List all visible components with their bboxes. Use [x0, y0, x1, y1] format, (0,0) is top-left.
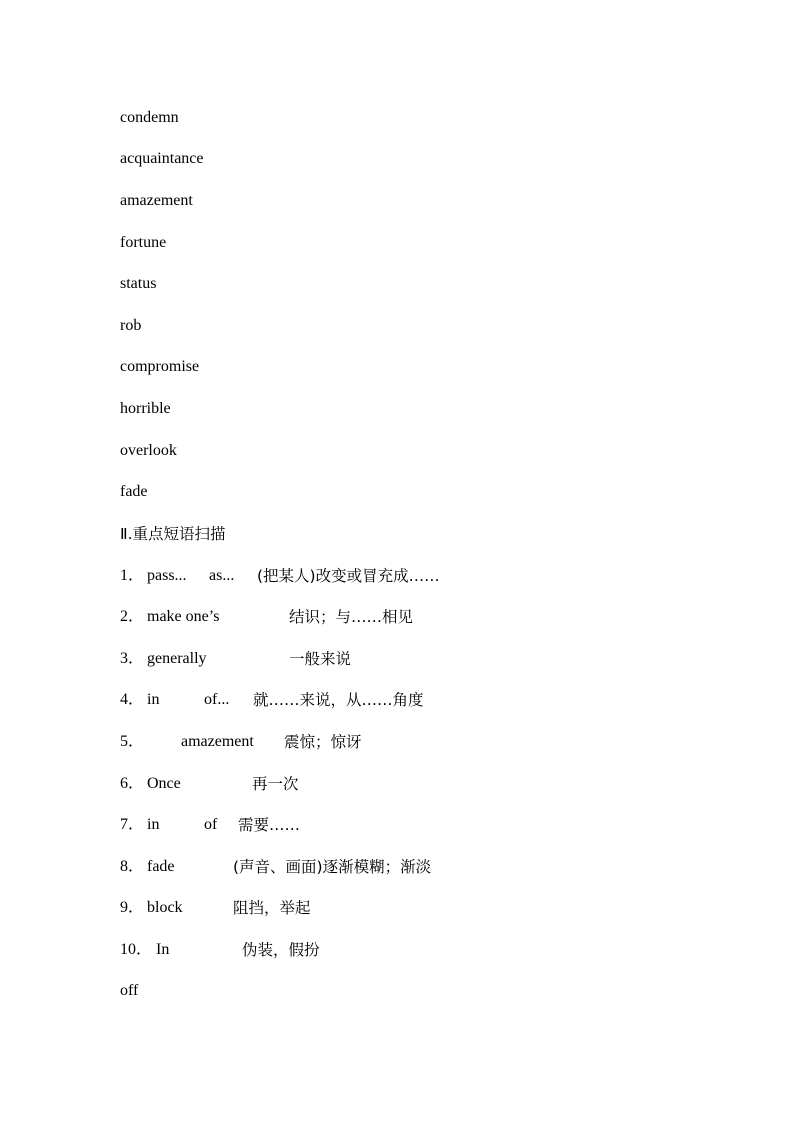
word-item: off: [120, 982, 139, 999]
word-item: condemn: [120, 109, 179, 126]
phrase-row: [120, 606, 414, 628]
phrase-row: [120, 939, 320, 961]
phrase-english: as...: [209, 567, 235, 584]
section-title: Ⅱ.重点短语扫描: [120, 525, 226, 543]
phrase-english: Once: [147, 775, 181, 792]
word-item: acquaintance: [120, 150, 204, 167]
phrase-row: [120, 689, 424, 711]
phrase-number: 10．: [120, 941, 153, 958]
word-item: fortune: [120, 234, 167, 251]
phrase-row: [120, 897, 311, 919]
phrase-number: 4．: [120, 691, 145, 708]
phrase-english: In: [156, 941, 170, 958]
phrase-meaning: 一般来说: [289, 650, 352, 668]
phrase-number: 9．: [120, 899, 145, 916]
phrase-row: [120, 814, 301, 836]
phrase-row: [120, 648, 352, 670]
phrase-english: in: [147, 816, 160, 833]
phrase-number: 5．: [120, 733, 145, 750]
phrase-meaning: (把某人)改变或冒充成……: [257, 567, 440, 585]
phrase-english: in: [147, 691, 160, 708]
word-item: horrible: [120, 400, 171, 417]
phrase-english: block: [147, 899, 183, 916]
phrase-number: 3．: [120, 650, 145, 667]
phrase-english: make one’s: [147, 608, 220, 625]
phrase-number: 2．: [120, 608, 145, 625]
phrase-english: pass...: [147, 567, 187, 584]
phrase-english: generally: [147, 650, 207, 667]
phrase-number: 6．: [120, 775, 145, 792]
phrase-meaning: (声音、画面)逐渐模糊；渐淡: [233, 858, 432, 876]
phrase-row: [120, 773, 299, 795]
word-item: fade: [120, 483, 148, 500]
phrase-english: fade: [147, 858, 175, 875]
phrase-english: of...: [204, 691, 230, 708]
word-item: status: [120, 275, 157, 292]
phrase-meaning: 阻挡，举起: [233, 899, 311, 917]
phrase-meaning: 震惊；惊讶: [284, 733, 362, 751]
word-item: overlook: [120, 442, 177, 459]
phrase-meaning: 再一次: [252, 775, 299, 793]
phrase-english: of: [204, 816, 218, 833]
phrase-english: amazement: [181, 733, 254, 750]
phrase-row: [120, 731, 362, 753]
word-item: compromise: [120, 358, 200, 375]
phrase-meaning: 结识；与……相见: [289, 608, 414, 626]
phrase-number: 8．: [120, 858, 145, 875]
phrase-number: 7．: [120, 816, 145, 833]
phrase-row: [120, 565, 440, 587]
phrase-number: 1．: [120, 567, 145, 584]
phrase-row: [120, 856, 432, 878]
word-item: rob: [120, 317, 142, 334]
word-item: amazement: [120, 192, 193, 209]
phrase-meaning: 就……来说，从……角度: [253, 691, 424, 709]
phrase-meaning: 需要……: [238, 816, 301, 834]
phrase-meaning: 伪装，假扮: [242, 941, 320, 959]
